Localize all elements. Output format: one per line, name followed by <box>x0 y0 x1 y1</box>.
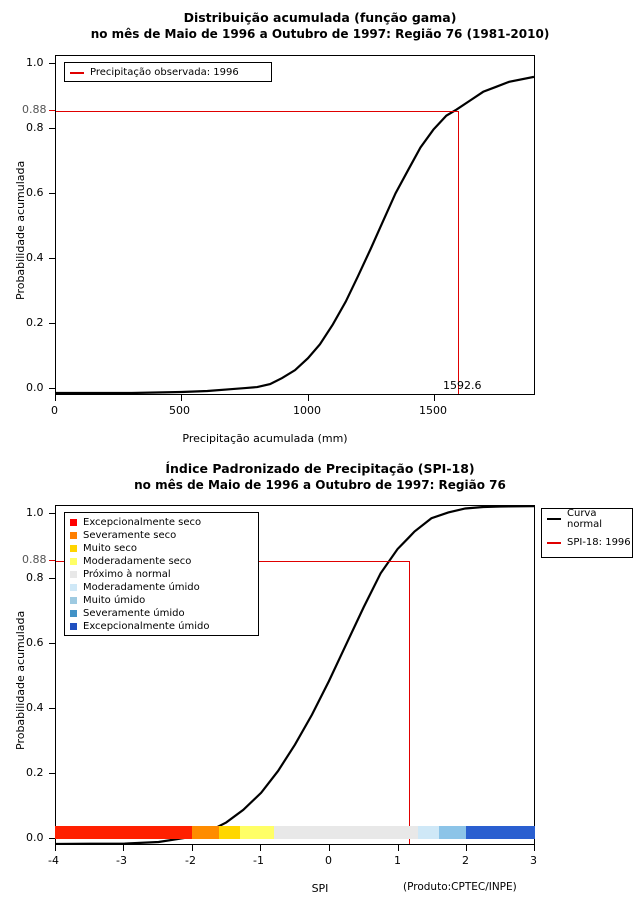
spi-band-exceptionally-wet <box>466 826 535 839</box>
chart1-xtick-1: 500 <box>169 404 190 417</box>
chart1-xtick-3: 1500 <box>419 404 447 417</box>
chart2-series-legend-label-1: SPI-18: 1996 <box>567 537 631 548</box>
chart1-prob-guide-line <box>56 111 459 112</box>
chart2-title-line1: Índice Padronizado de Precipitação (SPI-18) <box>165 461 475 476</box>
chart2-ytick-mark-3 <box>49 643 55 644</box>
chart2-series-legend-label-0: Curva normal <box>567 507 603 530</box>
chart1-ytick-3: 0.6 <box>26 186 44 199</box>
chart2-ytick-mark-5 <box>49 513 55 514</box>
chart2-cat-label-6: Muito úmido <box>83 595 146 606</box>
chart2-ytick-4: 0.8 <box>26 571 44 584</box>
chart2-y-axis-label: Probabilidade acumulada <box>14 610 27 750</box>
chart1-legend-label-0: Precipitação observada: 1996 <box>90 67 239 78</box>
chart2-xtick-2: -2 <box>185 854 196 867</box>
legend-line-swatch-icon <box>70 72 84 74</box>
chart2-cat-label-3: Moderadamente seco <box>83 556 192 567</box>
chart2-cat-2 <box>70 542 253 555</box>
category-color-icon <box>70 597 77 604</box>
chart2-cat-6 <box>70 594 253 607</box>
chart2-spi-guide-line <box>409 561 410 845</box>
chart2-series-legend-item-1 <box>547 536 631 549</box>
chart1-y-axis-label: Probabilidade acumulada <box>14 160 27 300</box>
chart2-cat-label-4: Próximo à normal <box>83 569 171 580</box>
category-color-icon <box>70 519 77 526</box>
chart1-plot-area <box>55 55 535 395</box>
chart2-xtick-mark-1 <box>123 845 124 851</box>
chart2-title-line2: no mês de Maio de 1996 a Outubro de 1997: Região 76 <box>134 478 506 492</box>
legend-line-swatch-icon <box>547 518 561 520</box>
chart2-ytick-1: 0.2 <box>26 766 44 779</box>
chart2-series-legend <box>541 508 633 558</box>
chart1-ytick-mark-0 <box>49 388 55 389</box>
category-color-icon <box>70 623 77 630</box>
chart2-category-legend <box>64 512 259 636</box>
chart2-xtick-mark-4 <box>329 845 330 851</box>
chart1-precip-value-label: 1592.6 <box>443 379 482 392</box>
chart1-ytick-mark-3 <box>49 193 55 194</box>
chart2-prob-guide-stub <box>49 560 55 561</box>
chart2-cat-3 <box>70 555 253 568</box>
chart1-xtick-mark-2 <box>308 395 309 401</box>
chart1-ytick-5: 1.0 <box>26 56 44 69</box>
chart1-ytick-mark-1 <box>49 323 55 324</box>
chart2-xtick-mark-6 <box>466 845 467 851</box>
chart2-xtick-7: 3 <box>530 854 537 867</box>
spi-band-severely-dry <box>192 826 219 839</box>
chart2-ytick-mark-1 <box>49 773 55 774</box>
chart2-xtick-1: -3 <box>116 854 127 867</box>
chart1-prob-guide-stub <box>49 110 55 111</box>
spi-band-moderately-wet <box>418 826 439 839</box>
chart1-precip-guide-line <box>458 111 459 395</box>
chart1-curve <box>56 56 534 394</box>
spi-band-moderately-dry <box>240 826 274 839</box>
chart1-xtick-0: 0 <box>51 404 58 417</box>
chart2-xtick-3: -1 <box>253 854 264 867</box>
chart2-series-legend-item-0 <box>547 507 627 530</box>
chart2-xtick-mark-5 <box>398 845 399 851</box>
chart2-cat-8 <box>70 620 253 633</box>
spi-band-very-wet <box>439 826 466 839</box>
chart1-legend <box>64 62 272 82</box>
chart1-xtick-mark-0 <box>55 395 56 401</box>
chart2-cat-1 <box>70 529 253 542</box>
chart2-xtick-mark-3 <box>260 845 261 851</box>
chart1-legend-item-0 <box>70 66 266 79</box>
spi-band-very-dry <box>219 826 240 839</box>
legend-line-swatch-icon <box>547 542 561 544</box>
chart2-cat-0 <box>70 516 253 529</box>
chart2-spi-color-bar <box>55 826 535 839</box>
chart1-ytick-0: 0.0 <box>26 381 44 394</box>
chart2-ytick-mark-4 <box>49 578 55 579</box>
chart2-xtick-mark-2 <box>192 845 193 851</box>
chart1-xtick-2: 1000 <box>293 404 321 417</box>
chart-spi <box>0 450 640 900</box>
chart1-ytick-mark-5 <box>49 63 55 64</box>
category-color-icon <box>70 558 77 565</box>
chart2-xtick-0: -4 <box>48 854 59 867</box>
chart2-cat-label-7: Severamente úmido <box>83 608 185 619</box>
chart2-xtick-mark-0 <box>55 845 56 851</box>
chart2-x-axis-label: SPI <box>311 882 329 895</box>
chart2-prob-value-label: 0.88 <box>22 553 47 566</box>
chart1-ytick-mark-4 <box>49 128 55 129</box>
chart1-prob-value-label: 0.88 <box>22 103 47 116</box>
chart2-ytick-5: 1.0 <box>26 506 44 519</box>
chart2-ytick-3: 0.6 <box>26 636 44 649</box>
chart2-ytick-0: 0.0 <box>26 831 44 844</box>
chart1-ytick-1: 0.2 <box>26 316 44 329</box>
chart1-ytick-2: 0.4 <box>26 251 44 264</box>
chart1-ytick-4: 0.8 <box>26 121 44 134</box>
chart2-cat-label-8: Excepcionalmente úmido <box>83 621 210 632</box>
category-color-icon <box>70 545 77 552</box>
product-credit: (Produto:CPTEC/INPE) <box>403 881 517 893</box>
category-color-icon <box>70 571 77 578</box>
category-color-icon <box>70 584 77 591</box>
spi-band-near-normal <box>274 826 418 839</box>
chart2-cat-7 <box>70 607 253 620</box>
category-color-icon <box>70 610 77 617</box>
chart2-cat-label-1: Severamente seco <box>83 530 177 541</box>
chart1-title-line1: Distribuição acumulada (função gama) <box>183 10 457 25</box>
category-color-icon <box>70 532 77 539</box>
chart1-xtick-mark-3 <box>434 395 435 401</box>
chart1-xtick-mark-1 <box>181 395 182 401</box>
chart2-xtick-5: 1 <box>394 854 401 867</box>
chart2-cat-label-0: Excepcionalmente seco <box>83 517 202 528</box>
chart1-title-line2: no mês de Maio de 1996 a Outubro de 1997: Região 76 (1981-2010) <box>90 27 550 41</box>
chart2-xtick-mark-7 <box>534 845 535 851</box>
chart2-ytick-mark-2 <box>49 708 55 709</box>
chart1-x-axis-label: Precipitação acumulada (mm) <box>182 432 348 445</box>
chart2-ytick-2: 0.4 <box>26 701 44 714</box>
chart2-cat-4 <box>70 568 253 581</box>
chart2-cat-label-2: Muito seco <box>83 543 137 554</box>
chart2-xtick-4: 0 <box>325 854 332 867</box>
chart1-ytick-mark-2 <box>49 258 55 259</box>
chart2-plot-area <box>55 505 535 845</box>
chart2-cat-5 <box>70 581 253 594</box>
chart2-xtick-6: 2 <box>462 854 469 867</box>
spi-band-exceptionally-dry <box>55 826 192 839</box>
chart2-cat-label-5: Moderadamente úmido <box>83 582 200 593</box>
